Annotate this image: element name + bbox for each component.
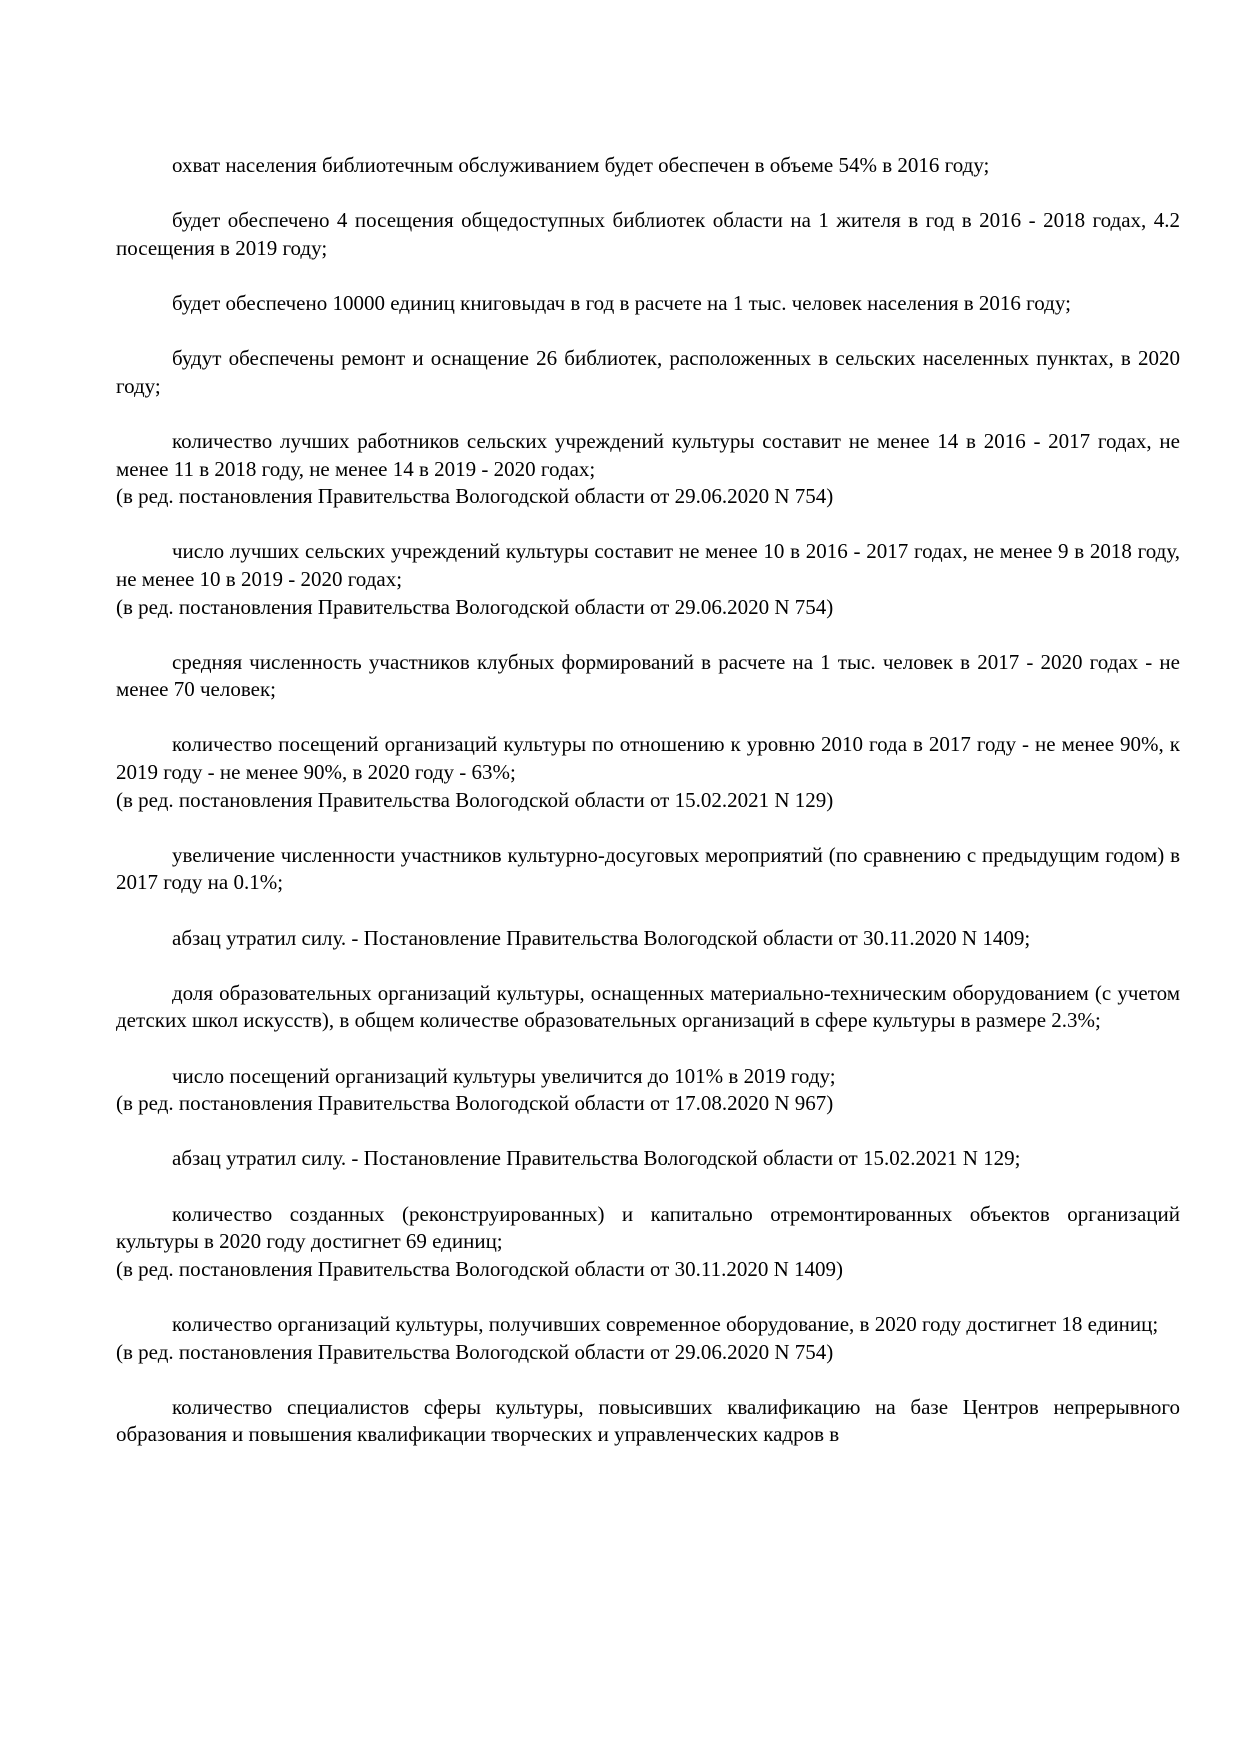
paragraph-text: число посещений организаций культуры увеличится до 101% в 2019 году; [172,1063,836,1088]
paragraph [116,731,1180,814]
paragraph-text: будет обеспечено 4 посещения общедоступных библиотек области на 1 жителя в год в 2016 - 2018 годах, 4.2 посещения в 2019 году; [116,208,1180,260]
paragraph-text: средняя численность участников клубных формирований в расчете на 1 тыс. человек в 2017 - 2020 годах - не менее 70 человек; [116,649,1180,702]
paragraph [116,1063,1180,1118]
edition-note: (в ред. постановления Правительства Вологодской области от 29.06.2020 N 754) [116,594,834,619]
paragraph-text: увеличение численности участников культурно-досуговых мероприятий (по сравнению с предыдущим годом) в 2017 году на 0.1%; [116,842,1180,895]
paragraph-text: количество специалистов сферы культуры, повысивших квалификацию на базе Центров непрерывного образования и повышения квалификации творческих и управленческих кадров в [116,1394,1180,1447]
paragraph [116,1145,1180,1173]
paragraph-text: будет обеспечено 10000 единиц книговыдач в год в расчете на 1 тыс. человек населения в 2016 году; [172,290,1071,315]
paragraph-text: число лучших сельских учреждений культуры составит не менее 10 в 2016 - 2017 годах, не менее 9 в 2018 году, не менее 10 в 2019 - 2020 годах; [116,539,1180,591]
paragraph-text: доля образовательных организаций культуры, оснащенных материально-техническим оборудованием (с учетом детских школ искусств), в общем количестве образовательных организаций в сфере культуры в размере 2.3%; [116,980,1180,1033]
paragraph [116,980,1180,1035]
edition-note: (в ред. постановления Правительства Вологодской области от 29.06.2020 N 754) [116,1339,834,1364]
paragraph [116,152,1180,180]
paragraph [116,1311,1180,1366]
paragraph-text: количество созданных (реконструированных) и капитально отремонтированных объектов организаций культуры в 2020 году достигнет 69 единиц; [116,1201,1180,1254]
paragraph-text: количество посещений организаций культуры по отношению к уровню 2010 года в 2017 году - не менее 90%, к 2019 году - не менее 90%, в 2020 году - 63%; [116,732,1180,785]
paragraph-text: абзац утратил силу. - Постановление Правительства Вологодской области от 30.11.2020 N 1409; [172,925,1031,950]
paragraph [116,842,1180,897]
paragraph-text: абзац утратил силу. - Постановление Правительства Вологодской области от 15.02.2021 N 129; [172,1146,1021,1171]
paragraph-text: количество организаций культуры, получивших современное оборудование, в 2020 году достигнет 18 единиц; [172,1311,1159,1336]
edition-note: (в ред. постановления Правительства Вологодской области от 17.08.2020 N 967) [116,1091,834,1116]
edition-note: (в ред. постановления Правительства Вологодской области от 29.06.2020 N 754) [116,484,834,509]
paragraph [116,1201,1180,1284]
paragraph-text: будут обеспечены ремонт и оснащение 26 библиотек, расположенных в сельских населенных пунктах, в 2020 году; [116,346,1180,398]
paragraph [116,345,1180,400]
paragraph [116,207,1180,262]
paragraph [116,538,1180,621]
paragraph [116,649,1180,704]
paragraph [116,1394,1180,1449]
paragraph [116,925,1180,953]
paragraph [116,428,1180,511]
paragraph [116,290,1180,318]
document-page [116,152,1180,1477]
edition-note: (в ред. постановления Правительства Вологодской области от 15.02.2021 N 129) [116,787,834,812]
paragraph-text: охват населения библиотечным обслуживанием будет обеспечен в объеме 54% в 2016 году; [172,153,990,177]
paragraph-text: количество лучших работников сельских учреждений культуры составит не менее 14 в 2016 - 2017 годах, не менее 11 в 2018 году, не менее 14 в 2019 - 2020 годах; [116,428,1180,481]
edition-note: (в ред. постановления Правительства Вологодской области от 30.11.2020 N 1409) [116,1256,843,1281]
